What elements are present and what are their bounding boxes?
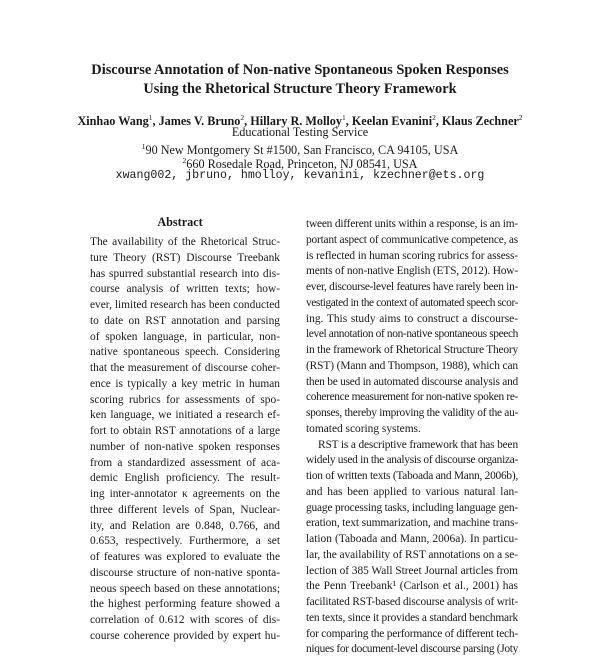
text-line: course coherence provided by expert hu- — [90, 629, 280, 642]
text-line: tomated scoring systems. — [306, 422, 421, 435]
text-line: ing. This study aims to construct a discourse- — [306, 312, 518, 325]
text-line: ing inter-annotator κ agreements on the — [90, 488, 280, 500]
text-line: vestigated in the context of automated speech scor- — [306, 296, 518, 309]
author-name: Klaus Zechner — [441, 114, 519, 129]
author-affiliation-mark: 1 — [341, 113, 346, 122]
text-line: The availability of the Rhetorical Struc- — [90, 236, 280, 248]
text-line: discourse structure of non-native sponta- — [90, 566, 280, 579]
text-line: neous speech based on these annotations; — [90, 582, 280, 595]
address-mark: 2 — [182, 156, 187, 165]
abstract-heading: Abstract — [157, 215, 203, 229]
author-list: Xinhao Wang$^1$, James V. Bruno$^2$, Hillary R. Molloy$^1$, Keelan Evanini$^2$, Klaus Zechner$^2$ — [77, 113, 523, 129]
author-affiliation-mark: 2 — [240, 113, 245, 122]
text-line: RST is a descriptive framework that has been — [318, 438, 518, 451]
author-name: Hillary R. Molloy — [250, 114, 342, 129]
author-name: James V. Bruno — [158, 114, 241, 129]
text-line: has spurred substantial research into dis- — [90, 267, 280, 280]
text-line: is reflected in human scoring rubrics for assess- — [306, 249, 518, 262]
text-line: level annotation of non-native spontaneous speech — [306, 328, 518, 341]
text-line: sponses, thereby improving the validity of the au- — [306, 407, 518, 419]
text-line: ments of non-native English (ETS, 2012). How- — [306, 265, 518, 278]
text-line: portant aspect of communicative competence, as — [306, 233, 518, 246]
text-line: ence is typically a key metric in human — [90, 377, 280, 390]
text-line: and has been applied to various natural lan- — [306, 485, 518, 498]
text-line: then be used in automated discourse analysis and — [306, 375, 518, 388]
author-affiliation-mark: 2 — [432, 113, 436, 122]
text-line: ken language, we initiated a research ef- — [90, 409, 280, 422]
text-line: correlation of 0.612 with scores of dis- — [90, 614, 280, 626]
text-line: (RST) (Mann and Thompson, 1988), which can — [306, 359, 518, 372]
text-line: lection of 385 Wall Street Journal articles from — [306, 564, 518, 577]
address-mark: 1 — [141, 142, 146, 151]
text-line: widely used in the analysis of discourse organiza- — [306, 454, 518, 467]
text-line: in the framework of Rhetorical Structure Theory — [306, 344, 518, 356]
text-line: course analysis of written texts; how- — [90, 283, 280, 296]
text-line: tion of written texts (Taboada and Mann, 2006b), — [306, 470, 518, 482]
text-line: guage processing tasks, including language gen- — [306, 501, 518, 514]
title-line: Using the Rhetorical Structure Theory Framework — [143, 80, 457, 97]
text-line: from a standardized assessment of aca- — [90, 456, 280, 469]
text-line: for comparing the performance of different tech- — [306, 627, 518, 640]
text-line: fort to obtain RST annotations of a large — [90, 425, 280, 437]
text-line: 0.653, respectively. Furthermore, a set — [90, 535, 280, 548]
text-line: that the measurement of discourse coher- — [90, 362, 280, 374]
author-affiliation-mark: 2 — [518, 113, 523, 122]
text-line: ture Theory (RST) Discourse Treebank — [90, 251, 280, 264]
text-line: coherence measurement for non-native spoken re- — [306, 391, 518, 404]
text-line: the Penn Treebank¹ (Carlson et al., 2001) has — [306, 580, 518, 593]
title-line: Discourse Annotation of Non-native Spontaneous Spoken Responses — [91, 62, 509, 78]
paper-title — [0, 61, 600, 98]
text-line: lation (Taboada and Mann, 2006a). In particu- — [306, 533, 518, 545]
text-line: scoring rubrics for assessments of spo- — [90, 393, 280, 406]
text-line: tween different units within a response, is an im- — [306, 218, 518, 230]
text-line: lar, the availability of RST annotations on a se- — [306, 548, 518, 561]
text-line: demic English proficiency. The result- — [90, 472, 280, 485]
author-emails: xwang002, jbruno, hmolloy, kevanini, kzechner@ets.org — [115, 169, 485, 182]
author-name: Xinhao Wang — [77, 114, 149, 129]
text-line: to date on RST annotation and parsing — [90, 314, 280, 327]
text-line: native spontaneous speech. Considering — [90, 346, 280, 359]
text-line: ever, limited research has been conducted — [90, 299, 280, 311]
institution: Educational Testing Service — [231, 125, 369, 139]
text-line: number of non-native spoken responses — [90, 440, 280, 453]
text-line: the highest performing feature showed a — [90, 598, 280, 611]
address-text: 90 New Montgomery St #1500, San Francisco, CA 94105, USA — [145, 143, 459, 158]
text-line: eration, text summarization, and machine trans- — [306, 517, 518, 530]
text-line: three different levels of Span, Nuclear- — [90, 503, 280, 516]
author-name: Keelan Evanini — [351, 114, 433, 129]
text-line: of spoken language, in particular, non- — [90, 330, 280, 343]
text-line: facilitated RST-based discourse analysis of writ- — [306, 596, 518, 608]
text-line: ten texts, since it provides a standard benchmark — [306, 611, 518, 624]
text-line: of features was explored to evaluate the — [90, 551, 280, 563]
text-line: ity, and Relation are 0.848, 0.766, and — [90, 519, 280, 532]
text-line: ever, discourse-level features have rarely been in- — [306, 281, 518, 293]
address-text: 660 Rosedale Road, Princeton, NJ 08541, USA — [186, 157, 418, 172]
author-affiliation-mark: 1 — [148, 113, 153, 122]
text-line: niques for document-level discourse parsing (Joty — [306, 643, 518, 656]
